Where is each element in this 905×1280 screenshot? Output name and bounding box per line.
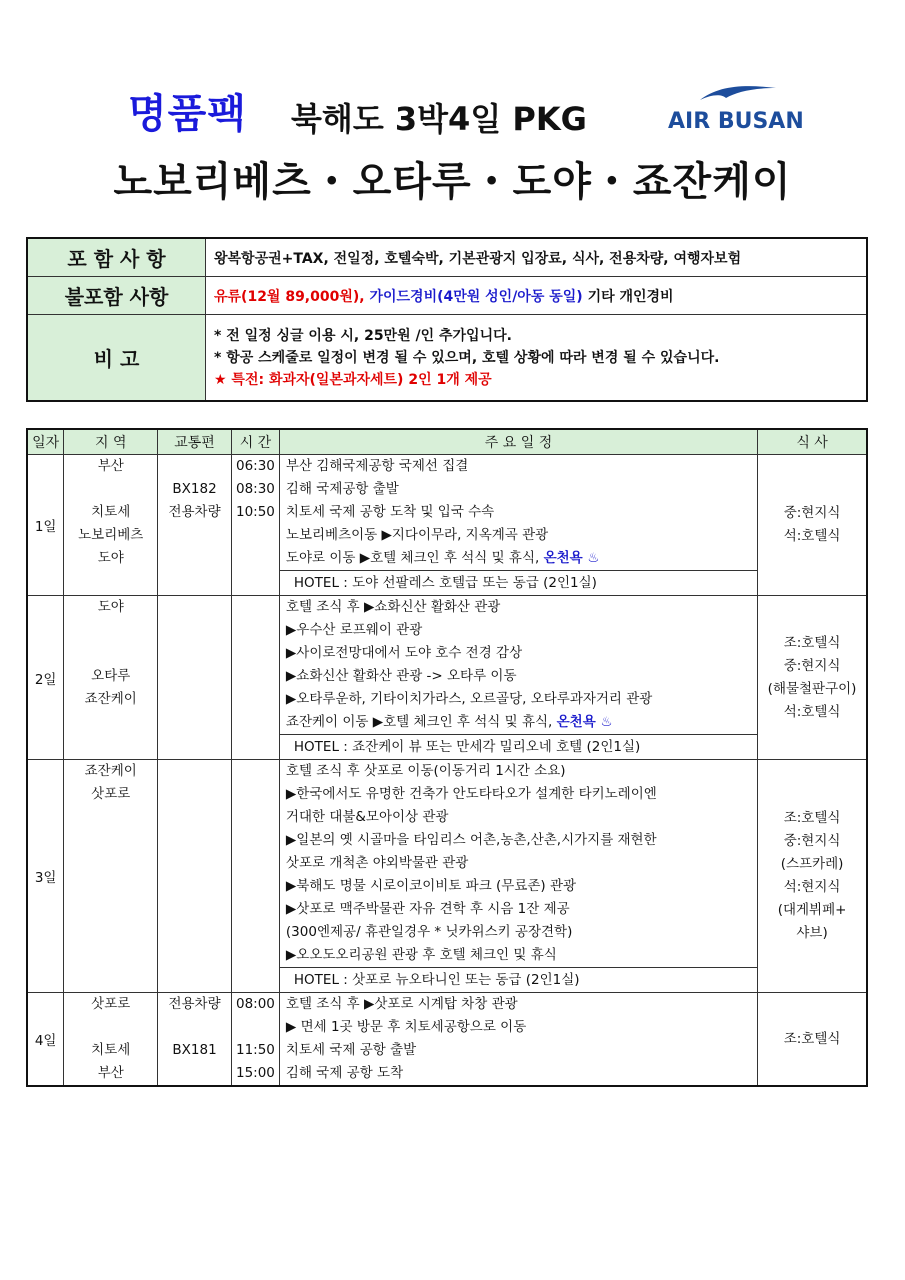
region-item: 삿포로 bbox=[91, 786, 131, 802]
plan-item: ▶북해도 명물 시로이코이비토 파크 (무료존) 관광 bbox=[285, 878, 577, 894]
meal-item: 석:현지식 bbox=[783, 879, 841, 895]
remark-item: * 전 일정 싱글 이용 시, 25만원 /인 추가입니다. bbox=[214, 327, 512, 344]
logo-text-air: AIR bbox=[668, 109, 711, 134]
air-busan-logo bbox=[668, 88, 804, 134]
region-item: 삿포로 bbox=[91, 996, 131, 1012]
day-transport bbox=[158, 760, 232, 993]
meal-item: (해물철판구이) bbox=[767, 680, 857, 697]
included-value: 왕복항공권+TAX, 전일정, 호텔숙박, 기본관광지 입장료, 식사, 전용차량, 여행자보험 bbox=[206, 238, 868, 277]
schedule-table bbox=[26, 428, 868, 1087]
plan-text: 도야로 이동 ▶호텔 체크인 후 석식 및 휴식, bbox=[285, 550, 540, 566]
hot-spring-icon: 온천욕 ♨ bbox=[543, 550, 600, 566]
hot-spring-icon: 온천욕 ♨ bbox=[556, 714, 613, 730]
day-plan bbox=[279, 596, 757, 760]
excluded-fuel: 유류(12월 89,000원), bbox=[214, 288, 365, 305]
time-item bbox=[232, 1016, 279, 1039]
page-title: 북해도 3박4일 PKG bbox=[291, 100, 587, 138]
day-label: 1일 bbox=[27, 455, 64, 596]
plan-item: ▶오타루운하, 기타이치가라스, 오르골당, 오타루과자거리 관광 bbox=[285, 691, 653, 707]
col-day: 일자 bbox=[27, 429, 64, 455]
region-item bbox=[64, 1016, 157, 1039]
time-item: 15:00 bbox=[235, 1065, 275, 1081]
remark-item: * 항공 스케줄로 일정이 변경 될 수 있으며, 호텔 상황에 따라 변경 될 수 있습니다. bbox=[214, 349, 720, 366]
time-item: 08:00 bbox=[235, 996, 275, 1012]
day-meals bbox=[758, 993, 867, 1087]
plan-item: 치토세 국제 공항 출발 bbox=[285, 1042, 417, 1058]
remarks-label: 비 고 bbox=[27, 315, 206, 402]
day-regions bbox=[64, 455, 158, 596]
day-times bbox=[231, 455, 279, 596]
day-plan bbox=[279, 993, 757, 1087]
region-item: 도야 bbox=[97, 550, 124, 566]
meal-item: 중:현지식 bbox=[783, 833, 841, 849]
meal-item: (대게뷔페+ bbox=[777, 902, 847, 918]
plan-item: ▶일본의 옛 시골마을 타임리스 어촌,농촌,산촌,시가지를 재현한 bbox=[285, 832, 657, 848]
region-item: 치토세 bbox=[91, 1042, 131, 1058]
plan-item: ▶ 면세 1곳 방문 후 치토세공항으로 이동 bbox=[285, 1019, 527, 1035]
plan-item: ▶오오도오리공원 관광 후 호텔 체크인 및 휴식 bbox=[285, 947, 557, 963]
info-table bbox=[26, 237, 868, 402]
logo-text bbox=[668, 109, 804, 134]
hotel-info: HOTEL : 삿포로 뉴오타니인 또는 동급 (2인1실) bbox=[280, 967, 757, 992]
plan-item: 노보리베츠이동 ▶지다이무라, 지옥계곡 관광 bbox=[285, 527, 549, 543]
region-item: 오타루 bbox=[91, 668, 131, 684]
transport-item bbox=[158, 1062, 231, 1085]
brand-title: 명품팩 bbox=[128, 91, 247, 137]
plan-item: ▶사이로전망대에서 도야 호수 전경 감상 bbox=[285, 645, 523, 661]
region-item: 노보리베츠 bbox=[78, 527, 144, 543]
day-meals bbox=[758, 596, 867, 760]
day-times bbox=[231, 760, 279, 993]
transport-item: BX182 bbox=[172, 481, 217, 497]
excluded-other: 기타 개인경비 bbox=[587, 288, 674, 305]
schedule-header bbox=[27, 429, 867, 455]
meal-item: 조:호텔식 bbox=[783, 1030, 841, 1047]
day-label: 4일 bbox=[27, 993, 64, 1087]
col-transport: 교통편 bbox=[158, 429, 232, 455]
col-meal: 식 사 bbox=[758, 429, 867, 455]
col-time: 시 간 bbox=[231, 429, 279, 455]
meal-item: 샤브) bbox=[796, 925, 828, 941]
plan-item: 치토세 국제 공항 도착 및 입국 수속 bbox=[285, 504, 495, 520]
transport-item bbox=[158, 455, 231, 478]
col-plan: 주 요 일 정 bbox=[279, 429, 757, 455]
day-row-4 bbox=[27, 993, 867, 1087]
page-subtitle: 노보리베츠・오타루・도야・죠잔케이 bbox=[113, 159, 792, 205]
plan-item: 거대한 대불&모아이상 관광 bbox=[285, 809, 449, 825]
day-times bbox=[231, 993, 279, 1087]
day-regions bbox=[64, 760, 158, 993]
logo-text-busan: BUSAN bbox=[717, 109, 804, 134]
day-regions bbox=[64, 596, 158, 760]
region-item: 부산 bbox=[97, 458, 124, 474]
region-item: 죠잔케이 bbox=[84, 691, 137, 707]
region-item: 도야 bbox=[97, 599, 124, 615]
plan-item: ▶우수산 로프웨이 관광 bbox=[285, 622, 423, 638]
day-label: 2일 bbox=[27, 596, 64, 760]
plan-item: 부산 김해국제공항 국제선 집결 bbox=[285, 458, 469, 474]
meal-item: 조:호텔식 bbox=[783, 634, 841, 651]
excluded-label: 불포함 사항 bbox=[27, 277, 206, 315]
day-row-2 bbox=[27, 596, 867, 760]
remark-special: ★ 특전: 화과자(일본과자세트) 2인 1개 제공 bbox=[214, 371, 492, 388]
time-item: 10:50 bbox=[235, 504, 275, 520]
bird-logo-icon bbox=[698, 82, 778, 104]
plan-item: 호텔 조식 후 ▶쇼화신산 활화산 관광 bbox=[285, 599, 501, 615]
time-item: 08:30 bbox=[235, 481, 275, 497]
day-row-3 bbox=[27, 760, 867, 993]
excluded-value bbox=[206, 277, 868, 315]
hotel-info: HOTEL : 도야 선팔레스 호텔급 또는 동급 (2인1실) bbox=[280, 570, 757, 595]
meal-item: (스프카레) bbox=[780, 856, 844, 872]
day-label: 3일 bbox=[27, 760, 64, 993]
day-times bbox=[231, 596, 279, 760]
transport-item: 전용차량 bbox=[168, 504, 221, 520]
plan-item: (300엔제공/ 휴관일경우 * 닛카위스키 공장견학) bbox=[285, 924, 573, 940]
day-plan bbox=[279, 455, 757, 596]
plan-item: ▶한국에서도 유명한 건축가 안도타타오가 설계한 타키노레이엔 bbox=[285, 786, 657, 802]
region-item: 치토세 bbox=[91, 504, 131, 520]
region-item bbox=[64, 619, 157, 642]
meal-item: 중:현지식 bbox=[783, 657, 841, 674]
plan-item bbox=[286, 711, 757, 734]
plan-item: 김해 국제 공항 도착 bbox=[285, 1065, 404, 1081]
plan-item bbox=[286, 547, 757, 570]
region-item: 부산 bbox=[97, 1065, 124, 1081]
day-meals bbox=[758, 760, 867, 993]
region-item bbox=[64, 478, 157, 501]
col-region: 지 역 bbox=[64, 429, 158, 455]
region-item bbox=[64, 642, 157, 665]
plan-text: 죠잔케이 이동 ▶호텔 체크인 후 석식 및 휴식, bbox=[285, 714, 553, 730]
day-plan bbox=[279, 760, 757, 993]
plan-item: 김해 국제공항 출발 bbox=[285, 481, 399, 497]
hotel-info: HOTEL : 죠잔케이 뷰 또는 만세각 밀리오네 호텔 (2인1실) bbox=[280, 734, 757, 759]
meal-item: 석:호텔식 bbox=[783, 703, 841, 720]
meal-item: 중:현지식 bbox=[783, 505, 841, 521]
plan-item: 삿포로 개척촌 야외박물관 관광 bbox=[285, 855, 469, 871]
time-item: 11:50 bbox=[235, 1042, 275, 1058]
day-row-1 bbox=[27, 455, 867, 596]
remarks bbox=[206, 315, 868, 402]
time-item: 06:30 bbox=[235, 458, 275, 474]
plan-item: ▶삿포로 맥주박물관 자유 견학 후 시음 1잔 제공 bbox=[285, 901, 570, 917]
excluded-guide: 가이드경비(4만원 성인/아동 동일) bbox=[369, 288, 583, 305]
day-transport bbox=[158, 455, 232, 596]
meal-item: 조:호텔식 bbox=[783, 810, 841, 826]
region-item: 죠잔케이 bbox=[84, 763, 137, 779]
plan-item: ▶쇼화신산 활화산 관광 -> 오타루 이동 bbox=[285, 668, 517, 684]
day-regions bbox=[64, 993, 158, 1087]
day-transport bbox=[158, 596, 232, 760]
transport-item: 전용차량 bbox=[168, 996, 221, 1012]
transport-item bbox=[158, 1016, 231, 1039]
meal-item: 석:호텔식 bbox=[783, 528, 841, 544]
included-label: 포 함 사 항 bbox=[27, 238, 206, 277]
transport-item: BX181 bbox=[172, 1042, 217, 1058]
day-transport bbox=[158, 993, 232, 1087]
plan-item: 호텔 조식 후 ▶삿포로 시계탑 차창 관광 bbox=[285, 996, 518, 1012]
plan-item: 호텔 조식 후 삿포로 이동(이동거리 1시간 소요) bbox=[285, 763, 566, 779]
day-meals bbox=[758, 455, 867, 596]
